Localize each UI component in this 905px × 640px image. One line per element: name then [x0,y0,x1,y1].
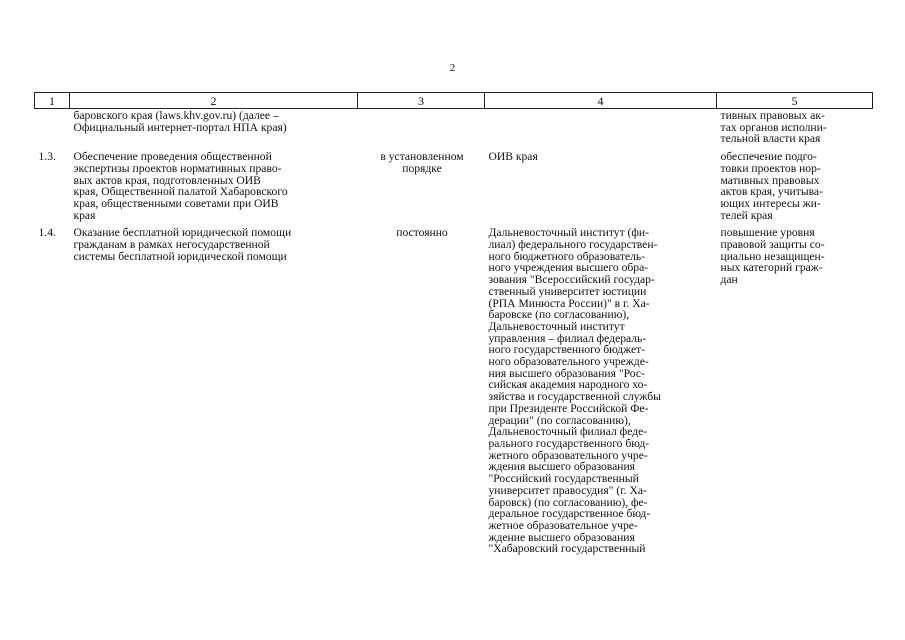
text-line: системы бесплатной юридической помощи [73,249,287,263]
text-line: управления – филиал федераль- [488,331,647,345]
text-line: тивных правовых ак- [720,109,825,122]
text-line: баровске (по согласованию), [488,308,630,322]
text-line: деральное государственное бюд- [488,507,651,521]
text-line: в установленном [380,150,464,164]
text-line: Дальневосточный филиал феде- [488,425,648,439]
text-line: края, общественными советами при ОИВ [73,196,279,210]
text-line: циально незащищен- [720,249,825,263]
table-body [35,109,873,556]
text-line: телей края [720,208,773,222]
cell-number: 1.4. [38,226,56,240]
text-line: экспертизы проектов нормативных право- [73,161,282,175]
cell-number [35,109,70,152]
text-line: повышение уровня [720,226,815,240]
text-line: ждения высшего образования [488,460,635,474]
text-line: мативных правовых [720,173,820,187]
text-line: актов края, учитыва- [720,185,823,199]
table-row [35,227,873,555]
text-line: университет правосудия" (г. Ха- [488,483,647,497]
text-line: лиал) федерального государствен- [488,238,658,252]
text-line: баровск) (по согласованию), фе- [488,495,648,509]
text-line: рального государственного бюд- [488,436,650,450]
cell-executor [485,227,717,555]
cell-event [70,227,358,555]
cell-executor [485,109,717,152]
text-line: тельной власти края [720,132,821,146]
text-line: края [73,208,96,222]
cell-result [717,109,873,152]
column-header-result: 5 [717,93,873,109]
text-line: ОИВ края [488,150,538,164]
text-line: баровского края (laws.khv.gov.ru) (далее – [73,109,279,122]
column-header-number: 1 [35,93,70,109]
text-line: (РПА Минюста России)" в г. Ха- [488,296,650,310]
cell-event [70,109,358,152]
text-line: дерации" (по согласованию), [488,413,631,427]
cell-term [358,109,485,152]
text-line: жетного образовательного учре- [488,448,648,462]
text-line: "Российский государственный [488,472,639,486]
text-line: края, Общественной палатой Хабаровского [73,185,288,199]
text-line: при Президенте Российской Фе- [488,401,649,415]
cell-number: 1.3. [38,150,56,164]
text-line: обеспечение подго- [720,150,817,164]
text-line: гражданам в рамках негосударственной [73,238,270,252]
text-line: Официальный интернет-портал НПА края) [73,120,287,134]
text-line: ного государственного бюджет- [488,343,646,357]
text-line: тах органов исполни- [720,120,827,134]
measures-table [34,92,873,555]
cell-result [717,227,873,555]
text-line: жетное образовательное учре- [488,518,638,532]
text-line: ждение высшего образования [488,530,635,544]
cell-term [358,151,485,227]
text-line: зяйства и государственной службы [488,390,661,404]
column-header-event: 2 [70,93,358,109]
text-line: постоянно [396,226,448,240]
table-header-row [35,93,873,109]
text-line: ственный университет юстиции [488,284,647,298]
text-line: Дальневосточный институт (фи- [488,226,649,240]
cell-event [70,151,358,227]
table-row [35,151,873,227]
text-line: сийская академия народного хо- [488,378,648,392]
cell-executor [485,151,717,227]
column-header-term: 3 [358,93,485,109]
text-line: ных категорий граж- [720,261,823,275]
text-line: Дальневосточный институт [488,319,625,333]
text-line: правовой защиты со- [720,238,825,252]
page-number: 2 [449,62,456,74]
text-line: Обеспечение проведения общественной [73,150,272,164]
text-line: ного образовательного учрежде- [488,355,649,369]
text-line: зования "Всероссийский государ- [488,273,655,287]
text-line: ного учреждения высшего обра- [488,261,649,275]
table-row [35,109,873,152]
column-header-executor: 4 [485,93,717,109]
text-line: вых актов края, подготовленных ОИВ [73,173,261,187]
text-line: ния высшего образования "Рос- [488,366,645,380]
text-line: Оказание бесплатной юридической помощи [73,226,292,240]
text-line: "Хабаровский государственный [488,542,646,556]
text-line: ного бюджетного образователь- [488,249,646,263]
text-line: дан [720,273,738,287]
cell-result [717,151,873,227]
text-line: ющих интересы жи- [720,196,821,210]
text-line: товки проектов нор- [720,161,821,175]
cell-term [358,227,485,555]
text-line: порядке [402,161,442,175]
